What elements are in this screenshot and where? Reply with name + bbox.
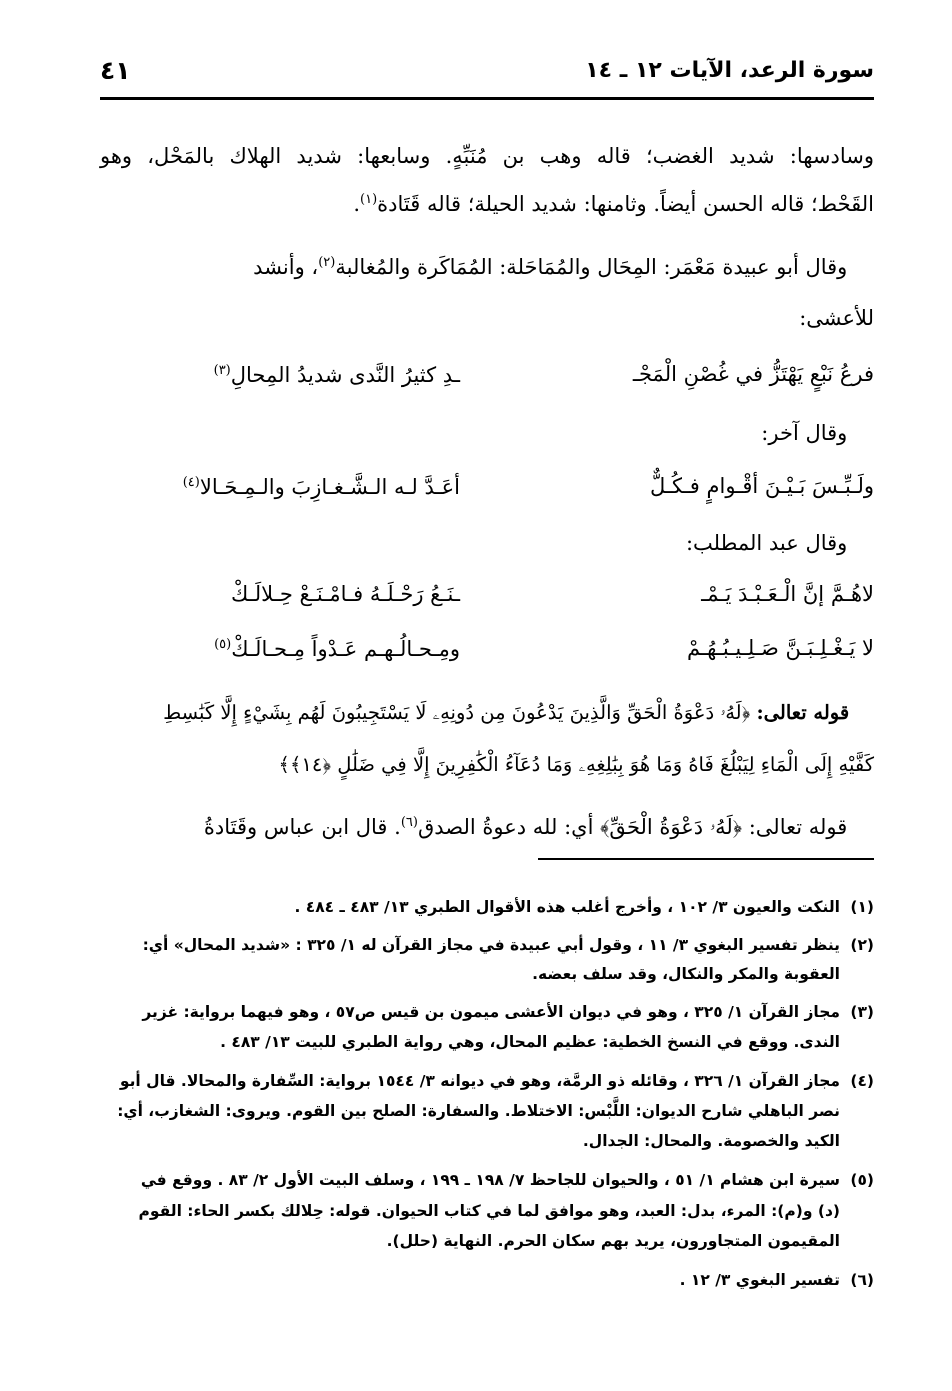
text-line: وسادسها: شديد الغضب؛ قاله وهب بن مُنَبِّهٍ. وسابعها: شديد الهلاك بالمَحْل، وهو xyxy=(100,144,874,168)
text-line: للأعشى: xyxy=(799,306,874,330)
verse-hemistich-left: ومِـحـالُـهـم عَـدْواً مِـحـالَـكْ$^{(٥)}$ xyxy=(214,637,460,661)
ayah-label: قوله تعالى: xyxy=(756,701,850,724)
ayah-quote: ﴿لَهُۥ دَعْوَةُ الْحَقِّ﴾ xyxy=(600,815,743,839)
verse-hemistich-right: لا يَـغْـلِـبَـنَّ صَـلِـيـبُـهُـمْ xyxy=(686,636,874,660)
poem-verse xyxy=(100,584,874,614)
ayah-text: ﴿لَهُۥ دَعْوَةُ الْحَقِّ وَالَّذِينَ يَدْعُونَ مِن دُونِهِۦ لَا يَسْتَجِيبُونَ لَهُم بِشَيْءٍ إِلَّا كَبَٰسِطِ xyxy=(163,701,751,724)
poem-verse xyxy=(100,476,874,506)
text-line: وقال أبو عبيدة مَعْمَر: المِحَال والمُمَاحَلة: المُمَاكَرة والمُغالبة$^{(٢)}$، وأنشد xyxy=(253,255,848,279)
footnote-line: (٣)مجاز القرآن ١/ ٣٢٥ ، وهو في ديوان الأعشى ميمون بن قيس ص٥٧ ، وهو فيهما برواية: غزير xyxy=(142,1003,874,1021)
text-line: القَحْط؛ قاله الحسن أيضاً. وثامنها: شديد الحيلة؛ قاله قَتَادة$^{(١)}$. xyxy=(353,192,874,216)
page-number: ٤١ xyxy=(100,56,131,85)
text-line: وقال آخر: xyxy=(761,421,848,445)
footnote-ref[interactable]: (٢) xyxy=(318,255,336,270)
footnote-line: (د) و(م): المرء، بدل: العبد، وهو موافق لما في كتاب الحيوان. قوله: حِلالك بكسر الحاء: القوم xyxy=(138,1202,840,1220)
footnote-line: (٥)سيرة ابن هشام ١/ ٥١ ، والحيوان للجاحظ ٧/ ١٩٨ ـ ١٩٩ ، وسلف البيت الأول ٢/ ٨٣ . ووقع في xyxy=(140,1171,874,1189)
footnote-ref[interactable]: (٦) xyxy=(400,815,418,830)
text-line: قوله تعالى: ﴿لَهُۥ دَعْوَةُ الْحَقِّ﴾ أي: لله دعوةُ الصدق$^{(٦)}$. قال ابن عباس وقَتَادةُ xyxy=(203,815,848,839)
footnote-ref[interactable]: (١) xyxy=(360,192,378,207)
verse-hemistich-left: ـنَـعُ رَحْـلَـهُ فـامْـنَـعْ حِـلالَـكْ xyxy=(230,582,460,606)
verse-hemistich-left: أعَـدَّ لـه الـشَّـغـازِبَ والـمِـحَـالا$^{(٤)}$ xyxy=(182,475,460,499)
quran-ayah-line xyxy=(100,703,874,733)
verse-hemistich-right: لاهُـمَّ إنَّ الْـعَـبْـدَ يَـمْـ xyxy=(701,582,874,606)
footnote-line: (٤)مجاز القرآن ١/ ٣٢٦ ، وقائله ذو الرمَّة، وهو في ديوانه ٣/ ١٥٤٤ برواية: السِّفارة والمحالا. قال أبو xyxy=(119,1072,874,1090)
verse-hemistich-right: فرعُ نَبْعٍ يَهْتَزُّ في غُصْنِ الْمَجْـ xyxy=(632,362,874,386)
footnote-line: الندى. ووقع في النسخ الخطية: عظيم المحال، وهي رواية الطبري للبيت ١٣/ ٤٨٣ . xyxy=(220,1033,840,1051)
poem-verse xyxy=(100,638,874,668)
text-line: وقال عبد المطلب: xyxy=(685,531,848,555)
footnote-line: (٦)تفسير البغوي ٣/ ١٢ . xyxy=(679,1271,874,1289)
footnote-ref[interactable]: (٤) xyxy=(182,475,200,490)
footnote-line: (٢)ينظر تفسير البغوي ٣/ ١١ ، وقول أبي عبيدة في مجاز القرآن له ١/ ٣٢٥ : «شديد المحال» أي: xyxy=(142,936,874,954)
footnote-separator xyxy=(538,858,874,860)
footnote-line: نصر الباهلي شارح الديوان: اللَّبْس: الاختلاط. والسفارة: الصلح بين القوم. ويروى: الشغازب، أي: xyxy=(117,1102,840,1120)
running-title: سورة الرعد، الآيات ١٢ ـ ١٤ xyxy=(585,58,874,83)
footnote-line: العقوبة والمكر والنكال، وقد سلف بعضه. xyxy=(532,965,840,983)
footnote-line: (١)النكت والعيون ٣/ ١٠٢ ، وأخرج أغلب هذه الأقوال الطبري ١٣/ ٤٨٣ ـ ٤٨٤ . xyxy=(294,898,874,916)
header-rule xyxy=(100,97,874,100)
quran-ayah-line xyxy=(100,755,874,785)
ayah-text: كَفَّيْهِ إِلَى الْمَاءِ لِيَبْلُغَ فَاهُ وَمَا هُوَ بِبَٰلِغِهِۦ وَمَا دُعَآءُ الْكَٰفِرِينَ إِلَّا فِي ضَلَٰلٍ ﴿١٤﴾﴾ xyxy=(278,753,874,776)
footnote-line: المقيمون المتجاورون، يريد بهم سكان الحرم. النهاية (حلل). xyxy=(386,1232,840,1250)
verse-hemistich-right: ولَـبِّـسَ بَـيْـنَ أقْـوامٍ فـكُـلٌّ xyxy=(649,474,874,498)
running-header xyxy=(100,58,874,96)
footnote-line: الكيد والخصومة. والمحال: الجدال. xyxy=(582,1132,840,1150)
footnote-ref[interactable]: (٣) xyxy=(213,363,231,378)
poem-verse xyxy=(100,364,874,394)
footnote-ref[interactable]: (٥) xyxy=(214,637,232,652)
verse-hemistich-left: ـدِ كثيرُ النَّدى شديدُ المِحالِ$^{(٣)}$ xyxy=(213,363,460,387)
